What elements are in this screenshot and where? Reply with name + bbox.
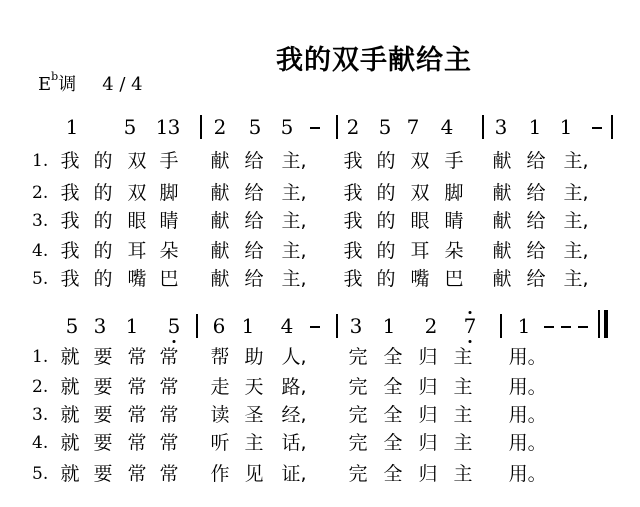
section2-lyric: 就 [60,432,80,454]
section1-lyric: 我 [343,240,363,262]
section1-lyric: 我 [60,240,80,262]
section1-lyric: 主, [563,210,589,232]
section1-lyric: 献 [492,210,512,232]
section2-lyric: 用。 [508,463,547,485]
section2-lyric: 要 [93,404,113,426]
section2-lyric: 完 [348,463,368,485]
section2-lyric: 常 [127,346,147,368]
section1-lyric: 的 [93,210,113,232]
time-signature: 4 / 4 [102,74,143,95]
section2-note: 5 [167,314,181,338]
section2-lyric: 常 [159,432,179,454]
section1-lyric: 我 [60,150,80,172]
section2-lyric: 用。 [508,404,547,426]
section2-lyric: 主 [453,346,473,368]
section2-verse-number: 4. [32,433,49,453]
key-letter: E [38,74,52,95]
section2-note: 6 [212,314,226,338]
section2-verse-number: 2. [32,377,49,397]
section2-lyric: 就 [60,346,80,368]
song-title: 我的双手献给主 [276,45,472,76]
section1-lyric: 睛 [159,210,179,232]
section1-note: 3 [494,115,508,139]
section1-note: 7 [406,115,420,139]
section1-barline [336,115,338,139]
section1-lyric: 献 [492,268,512,290]
section1-lyric: 主, [563,240,589,262]
section1-note: 5 [248,115,262,139]
section1-lyric: 双 [127,150,147,172]
section2-verse-number: 1. [32,347,49,367]
section1-lyric: 嘴 [410,268,430,290]
section2-lyric: 走 [210,376,230,398]
section2-verse-number: 3. [32,405,49,425]
section2-lyric: 全 [383,432,403,454]
section1-note: 2 [213,115,227,139]
final-barline-thick [604,310,608,338]
section1-verse-number: 1. [32,151,49,171]
section2-note: 2 [424,314,438,338]
section2-lyric: 人, [281,346,307,368]
section2-lyric: 经, [281,404,307,426]
section1-lyric: 献 [492,182,512,204]
section2-lyric: 常 [159,404,179,426]
section1-barline [611,115,613,139]
section2-lyric: 常 [159,346,179,368]
section1-lyric: 主, [563,268,589,290]
section1-lyric: 朵 [159,240,179,262]
section1-lyric: 给 [244,182,264,204]
section2-note-dot-below [469,340,472,343]
section2-lyric: 归 [418,346,438,368]
section2-lyric: 助 [244,346,264,368]
flat-sign: b [51,70,59,83]
section1-lyric: 耳 [410,240,430,262]
section2-lyric: 主 [453,463,473,485]
section2-lyric: 主 [453,432,473,454]
section1-lyric: 献 [210,182,230,204]
section1-lyric: 我 [60,182,80,204]
section1-lyric: 献 [492,150,512,172]
section1-lyric: 主, [563,150,589,172]
section2-lyric: 常 [159,376,179,398]
section2-lyric: 要 [93,432,113,454]
section2-dash [561,326,571,328]
section1-note: 5 [378,115,392,139]
section2-lyric: 全 [383,346,403,368]
section2-dash [310,326,320,328]
section2-lyric: 归 [418,463,438,485]
section1-note: 5 [123,115,137,139]
section2-lyric: 读 [210,404,230,426]
section1-barline [200,115,202,139]
section2-barline [336,314,338,338]
section1-lyric: 的 [376,210,396,232]
section1-dash [592,127,602,129]
section2-lyric: 主 [453,404,473,426]
section2-barline [500,314,502,338]
key-suffix: 调 [58,74,77,95]
section2-lyric: 全 [383,463,403,485]
section1-lyric: 主, [281,150,307,172]
section2-lyric: 证, [281,463,307,485]
section2-lyric: 完 [348,346,368,368]
section1-lyric: 的 [376,150,396,172]
section1-lyric: 眼 [410,210,430,232]
section2-lyric: 常 [127,432,147,454]
section1-lyric: 巴 [159,268,179,290]
section1-lyric: 双 [410,150,430,172]
section1-lyric: 献 [210,268,230,290]
section2-barline [196,314,198,338]
section1-lyric: 的 [93,182,113,204]
section1-lyric: 主, [281,210,307,232]
section2-note: 1 [517,314,531,338]
section1-lyric: 给 [526,182,546,204]
section2-lyric: 用。 [508,432,547,454]
section1-lyric: 我 [343,182,363,204]
section1-lyric: 的 [376,268,396,290]
section2-note: 7 [463,314,477,338]
section2-lyric: 归 [418,432,438,454]
section1-lyric: 的 [93,268,113,290]
section1-note: 1 [559,115,573,139]
section1-lyric: 我 [343,268,363,290]
section2-lyric: 常 [127,404,147,426]
section2-lyric: 主 [453,376,473,398]
section2-lyric: 就 [60,463,80,485]
section1-lyric: 主, [281,268,307,290]
section1-note: 1 [65,115,79,139]
section1-lyric: 朵 [444,240,464,262]
section1-lyric: 主, [281,240,307,262]
section1-lyric: 睛 [444,210,464,232]
section1-lyric: 献 [210,240,230,262]
section1-lyric: 双 [127,182,147,204]
section2-lyric: 要 [93,346,113,368]
section1-lyric: 嘴 [127,268,147,290]
section1-dash [310,127,320,129]
section2-lyric: 全 [383,376,403,398]
section1-lyric: 给 [244,240,264,262]
section1-note: 5 [280,115,294,139]
section2-lyric: 帮 [210,346,230,368]
section1-lyric: 双 [410,182,430,204]
section1-lyric: 献 [492,240,512,262]
section2-lyric: 话, [281,432,307,454]
section1-note: 4 [440,115,454,139]
section1-lyric: 的 [376,182,396,204]
section1-verse-number: 4. [32,241,49,261]
section2-note-dot-below [173,340,176,343]
section2-lyric: 常 [127,463,147,485]
section2-note: 5 [65,314,79,338]
section2-lyric: 归 [418,376,438,398]
section2-lyric: 完 [348,432,368,454]
section2-lyric: 完 [348,376,368,398]
section2-note: 4 [280,314,294,338]
section2-note: 1 [241,314,255,338]
section1-note: 3 [167,115,181,139]
section2-lyric: 见 [244,463,264,485]
section1-lyric: 给 [244,210,264,232]
section1-lyric: 给 [244,150,264,172]
section1-lyric: 的 [376,240,396,262]
section2-lyric: 就 [60,376,80,398]
section2-note: 3 [349,314,363,338]
section2-lyric: 路, [281,376,307,398]
section2-lyric: 天 [244,376,264,398]
section1-lyric: 巴 [444,268,464,290]
section1-lyric: 主, [563,182,589,204]
section1-verse-number: 5. [32,269,49,289]
section2-lyric: 作 [210,463,230,485]
section2-lyric: 完 [348,404,368,426]
section1-lyric: 的 [93,240,113,262]
section1-verse-number: 2. [32,183,49,203]
section2-lyric: 归 [418,404,438,426]
section1-lyric: 手 [159,150,179,172]
section1-lyric: 脚 [444,182,464,204]
section2-dash [544,326,554,328]
section1-note: 2 [346,115,360,139]
section2-note: 1 [382,314,396,338]
section1-verse-number: 3. [32,211,49,231]
section2-lyric: 主 [244,432,264,454]
section1-lyric: 给 [526,240,546,262]
section1-lyric: 献 [210,210,230,232]
section1-lyric: 给 [244,268,264,290]
final-barline-thin [598,310,600,338]
key-signature [38,70,143,96]
section2-lyric: 全 [383,404,403,426]
section2-lyric: 圣 [244,404,264,426]
section1-note: 1 [155,115,169,139]
section2-lyric: 要 [93,463,113,485]
section1-lyric: 我 [343,210,363,232]
section2-lyric: 用。 [508,376,547,398]
section2-lyric: 常 [127,376,147,398]
section2-lyric: 就 [60,404,80,426]
section1-note: 1 [528,115,542,139]
section1-lyric: 我 [60,210,80,232]
section1-lyric: 给 [526,268,546,290]
section1-lyric: 的 [93,150,113,172]
section2-lyric: 常 [159,463,179,485]
section2-dash [578,326,588,328]
section1-lyric: 献 [210,150,230,172]
section2-note: 1 [125,314,139,338]
section2-note-dot-above [469,311,472,314]
section1-lyric: 给 [526,150,546,172]
section2-lyric: 听 [210,432,230,454]
section2-lyric: 要 [93,376,113,398]
section1-lyric: 耳 [127,240,147,262]
section1-barline [482,115,484,139]
section1-lyric: 我 [343,150,363,172]
section1-lyric: 眼 [127,210,147,232]
section2-lyric: 用。 [508,346,547,368]
section1-lyric: 主, [281,182,307,204]
section2-verse-number: 5. [32,464,49,484]
section1-lyric: 手 [444,150,464,172]
section1-lyric: 我 [60,268,80,290]
section1-lyric: 脚 [159,182,179,204]
section1-lyric: 给 [526,210,546,232]
section2-note: 3 [93,314,107,338]
